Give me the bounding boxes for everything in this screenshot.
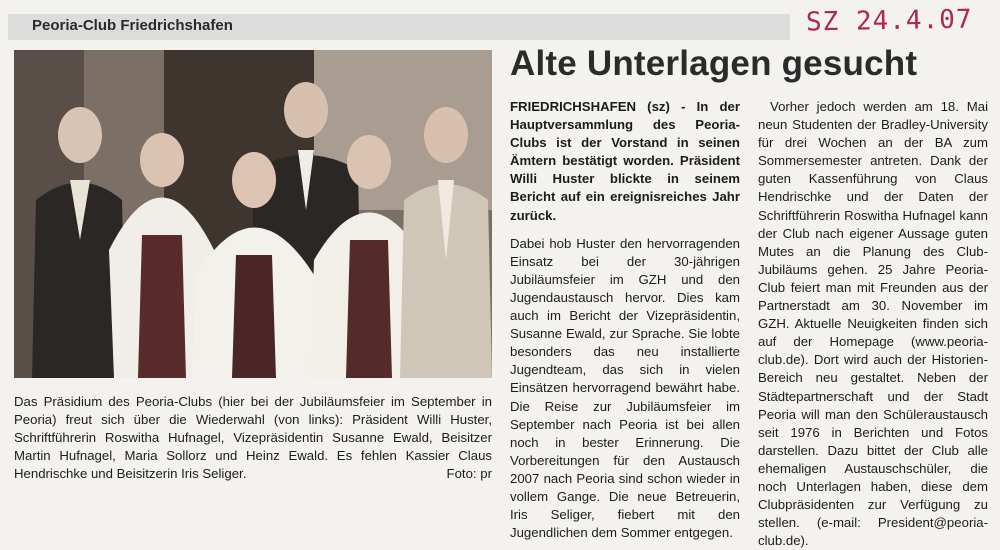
group-photo-illustration [14, 50, 492, 378]
handwritten-date-note: SZ 24.4.07 [805, 4, 973, 38]
photo-caption-text: Das Präsidium des Peoria-Clubs (hier bei der Jubiläumsfeier im September in Peoria) freut sich über die Wiederwahl (von links): Präsident Willi Huster, Schriftführerin Roswitha Hufnagel, Vizepräsidentin Susanne Ewald, Beisitzer Martin Hufnagel, Maria Sollorz und Heinz Ewald. Es fehlen Kassier Claus Hendrischke und Beisitzerin Iris Seliger. [14, 394, 492, 481]
article-column-2 [758, 98, 988, 550]
article-body-col1: Dabei hob Huster den hervorragenden Einsatz bei der 30-jährigen Jubiläumsfeier im GZH und den Jugendaustausch hervor. Dies kam auch im Bericht der Vizepräsidentin, Susanne Ewald, zur Sprache. Sie lobte besonders das neu installierte Jugendteam, das sich in vielen Einsätzen hervorragend bewährt habe. Die Reise zur Jubiläumsfeier im September nach Peoria ist bei allen noch in bester Erinnerung. Die Vorbereitungen für den Austausch 2007 nach Peoria sind schon wieder in vollem Gange. Die neue Betreuerin, Iris Seliger, fiebert mit den Jugendlichen dem Sommer entgegen. [510, 235, 740, 541]
section-title: Peoria-Club Friedrichshafen [32, 17, 233, 34]
article-headline: Alte Unterlagen gesucht [510, 44, 918, 83]
group-photo [14, 50, 492, 378]
article-body-col2: Vorher jedoch werden am 18. Mai neun Studenten der Bradley-University für drei Wochen an der BA zum Sommersemester antreten. Dank der guten Kassenführung von Claus Hendrischke und der Daten der Schriftführerin Roswitha Hufnagel kann der Club nach eigener Aussage guten Mutes an die Planung des Club-Jubiläums gehen. 25 Jahre Peoria-Club feiert man mit Freunden aus der Partnerstadt am 30. November im GZH. Aktuelle Neuigkeiten finden sich auf der Homepage (www.peoria-club.de). Dort wird auch der Historien-Bereich neu gestaltet. Neben der Städtepartnerschaft und der Stadt Peoria will man den Schüleraustausch seit 1976 in Berichten und Fotos darstellen. Dazu bittet der Club alle ehemaligen Austauschschüler, die noch Unterlagen haben, diese dem Clubpräsidenten zur Verfügung zu stellen. (e-mail: President@peoria-club.de). [758, 99, 988, 549]
photo-caption [14, 393, 492, 483]
article-lead: FRIEDRICHSHAFEN (sz) - In der Hauptversammlung des Peoria-Clubs ist der Vorstand in seinen Ämtern bestätigt worden. Präsident Willi Huster blickte in seinem Bericht auf ein ereignisreiches Jahr zurück. [510, 99, 740, 223]
article-column-1 [510, 98, 740, 542]
photo-credit: Foto: pr [446, 466, 492, 481]
